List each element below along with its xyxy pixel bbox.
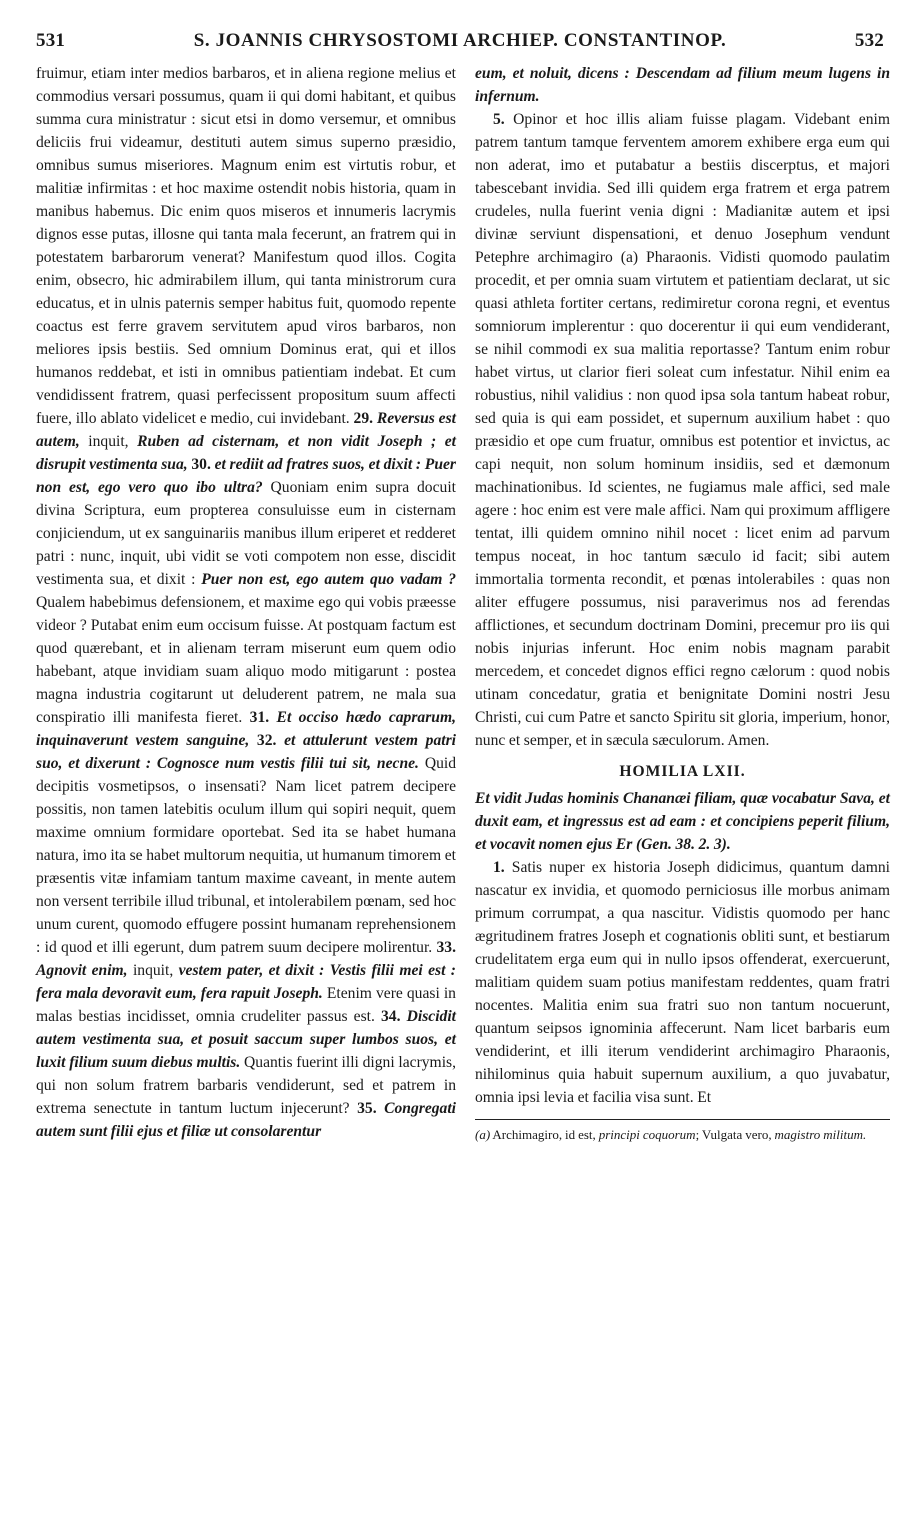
body-text: inquit, <box>132 962 174 979</box>
section-number: 5. <box>493 111 505 128</box>
footnote-text: principi coquorum <box>598 1127 696 1142</box>
footnote <box>475 1126 890 1143</box>
verse-text: eum, et noluit, dicens : Descendam ad filium meum lugens in infernum. <box>475 65 890 105</box>
paragraph <box>475 62 890 108</box>
verse-number: 33. <box>436 939 456 956</box>
verse-text: Agnovit enim, <box>36 962 128 979</box>
verse-text: vestem pater, et dixit : Vestis filii mei est : fera mala devoravit eum, fera rapuit Joseph. <box>36 962 456 1002</box>
verse-text: Et occiso hædo caprarum, inquinaverunt vestem sanguine, <box>36 709 456 749</box>
verse-number: 32. <box>256 732 277 749</box>
homily-argument <box>475 787 890 856</box>
body-text: fruimur, etiam inter medios barbaros, et in aliena regione melius et commodius versari possumus, quam ii qui domi habitant, et quibus summa cura ministratur : sicut etsi in domo versemur, et omnibus deliciis frui videamur, destituti autem simus superno præsidio, omnibus sumus miseriores. Magnum enim est virtutis robur, et malitiæ infirmitas : et hoc maxime ostendit nobis historia, quam in manibus habemus. Dic enim quos miseros et innumeris lacrymis dignos esse putas, illosne qui tanta mala fecerunt, an fratrem qui in potestatem barbarorum venerat? Manifestum quod illos. Cogita enim, obsecro, hic admirabilem illum, qui tanta ministrorum cura educatus, et in ulnis paternis semper habitus fuit, quomodo repente coactus est ferre gravem servitutem apud viros barbaros, non meliores ipsis bestiis. Sed omnium Dominus erat, qui et illos humanos reddebat, et isti in omnibus patientiam indebat. Et cum vendidissent fratrem, quasi perfecissent propositum suum affecti fuere, illo ablato videlicet e medio, cui invidebant. <box>36 65 456 427</box>
footnote-text: ; Vulgata vero, <box>695 1127 772 1142</box>
page-number-right: 532 <box>854 30 884 51</box>
body-text: Quid decipitis vosmetipsos, o insensati? Nam licet patrem decipere possitis, non tamen latebitis oculum illum qui sopiri nequit, quem maxime omnium formidare oportebat. Sed ita se habet humana natura, imo ita se habet multorum nequitia, ut humanum timorem et præsentis vitæ infamiam tantum maxime caveant, in mente autem non versent terribile illud tribunal, et intolerabilem pœnam, sed hoc unum curent, quomodo effugere possint humanam reprehensionem : id quod et illi egerunt, dum patrem suum decipere molirentur. <box>36 755 456 956</box>
left-column <box>36 62 456 1143</box>
section-number: 1. <box>493 859 505 876</box>
body-text: Qualem habebimus defensionem, et maxime ego qui vobis præesse videor ? Putabat enim eum occisum fuisse. At postquam factum est quod quærebant, et in alienam terram miserunt eum quem odio habebant, atque invidiam suam aliquo modo mitigarunt : postea magna industria cogitarunt ut deluderent patrem, ne mala sua conspiratio illi manifesta fieret. <box>36 594 456 726</box>
argument-text: Et vidit Judas hominis Chananæi filiam, quæ vocabatur Sava, et duxit eam, et ingressus est ad eam : et concipiens peperit filium, et vocavit nomen ejus Er <box>475 790 890 853</box>
body-text: Quantis fuerint illi digni lacrymis, qui non solum fratrem barbaris vendiderunt, sed et patrem in extrema senectute in tantum luctum injecerunt? <box>36 1054 456 1117</box>
right-column <box>475 62 890 1143</box>
footnote-mark: (a) <box>475 1127 491 1142</box>
body-text: Satis nuper ex historia Joseph didicimus, quantum damni nascatur ex invidia, et quomodo perniciosus ille morbus animam primum corrumpat, a qua nascitur. Vidistis quomodo per hanc ægritudinem fratres Joseph et cognationis obliti sunt, et bestiarum crudelitatem erga eum qui in nullo ipsos offenderat, exercuerunt, malitiam quidem suam potius manifestam reddentes, quam fratri nocentes. Malitia enim sua fratri suo non tantum nocuerunt, quantum seipsos ignominia affecerunt. Nam licet barbaris eum vendiderint, et illi iterum vendiderint archimagiro Pharaonis, nihilominus quia habuit supernum auxilium, a quo juvabatur, omnia ipsi levia et facilia visa sunt. Et <box>475 859 890 1106</box>
verse-number: 29. <box>353 410 374 427</box>
verse-text: Congregati autem sunt filii ejus et filiæ ut consolarentur <box>36 1100 456 1140</box>
running-title: S. JOANNIS CHRYSOSTOMI ARCHIEP. CONSTANTINOP. <box>193 30 727 51</box>
footnote-text: magistro militum. <box>774 1127 867 1142</box>
body-text: Quoniam enim supra docuit divina Scriptura, eum propterea consuluisse eum in cisternam conjiciendum, ut ex sanguinariis manibus illum eriperet et redderet patri : nunc, inquit, ubi vidit se voti compotem non esse, discidit vestimenta sua, et dixit : <box>36 479 456 588</box>
running-header <box>36 24 884 58</box>
body-text: inquit, <box>88 433 129 450</box>
footnote-divider <box>475 1119 890 1120</box>
verse-text: Ruben ad cisternam, et non vidit Joseph ; et disrupit vestimenta sua, <box>36 433 456 473</box>
verse-number: 35. <box>357 1100 377 1117</box>
page-number-left: 531 <box>36 30 66 51</box>
verse-text: Reversus est autem, <box>36 410 456 450</box>
verse-text: et rediit ad fratres suos, et dixit : Puer non est, ego vero quo ibo ultra? <box>36 456 456 496</box>
verse-text: Discidit autem vestimenta sua, et posuit saccum super lumbos suos, et luxit filium suum diebus multis. <box>36 1008 456 1071</box>
homily-heading: HOMILIA LXII. <box>619 763 746 780</box>
verse-text: Puer non est, ego autem quo vadam ? <box>201 571 456 588</box>
footnote-text: Archimagiro, id est, <box>492 1127 596 1142</box>
paragraph <box>36 62 456 1143</box>
paragraph <box>475 108 890 752</box>
scripture-reference: (Gen. 38. 2. 3). <box>635 836 731 853</box>
paragraph <box>475 856 890 1109</box>
verse-text: et attulerunt vestem patri suo, et dixerunt : Cognosce num vestis filii tui sit, necne. <box>36 732 456 772</box>
body-text: Opinor et hoc illis aliam fuisse plagam. Videbant enim patrem tantum tamque ferventem amorem exhibere erga eum qui non aderat, imo et putabatur a bestiis discerptus, et majori tabescebant invidia. Sed illi quidem erga fratrem et erga patrem crudeles, nulla fuerint venia digni : Madianitæ autem et ipsi divinæ serviunt dispensationi, et denuo Josephum vendunt Petephre archimagiro (a) Pharaonis. Vidisti quomodo paulatim procedit, et per omnia suam virtutem et patientiam declarat, ut sic quasi athleta fortiter certans, redimiretur corona regni, et eventus somniorum implerentur : quo docerentur ii qui eum vendiderant, se nihil commodi ex sua malitia reportasse? Tantum enim robur habet virtus, ut clarior fieri soleat cum infestatur. Nihil enim ea robustius, nihil validius : non quod ipsa sola tantum habeat robur, sed quia is qui eam possidet, et supernum auxilium habet : quo præsidio et ope cum fruatur, omnibus est potentior et invictus, ac capi nequit, non solum hominum insidiis, sed et dæmonum machinationibus. Id scientes, ne fugiamus male affici, sed male agere : hoc enim est vere male affici. Nam qui proximum affligere tentat, illi quidem omnino nihil nocet : licet enim ad parvum tempus noceat, in hoc tantum sæculo id facit; sibi autem immortalia tormenta recondit, et pœnas intolerabiles : quas non aliter effugere possumus, nisi paraverimus nos ad ferendas afflictiones, et secundum doctrinam Domini, precemur pro iis qui nobis injurias inferunt. Hoc enim nobis magnam parabit mercedem, et concedet dignos effici regno cælorum : quod nobis utinam concedatur, gratia et benignitate Domini nostri Jesu Christi, cui cum Patre et sancto Spiritu sit gloria, imperium, honor, nunc et semper, et in sæcula sæculorum. Amen. <box>475 111 890 749</box>
verse-number: 34. <box>381 1008 401 1025</box>
body-text: Etenim vere quasi in malas bestias incidisset, omnia crudeliter passus est. <box>36 985 456 1025</box>
verse-number: 30. <box>191 456 211 473</box>
verse-number: 31. <box>249 709 270 726</box>
